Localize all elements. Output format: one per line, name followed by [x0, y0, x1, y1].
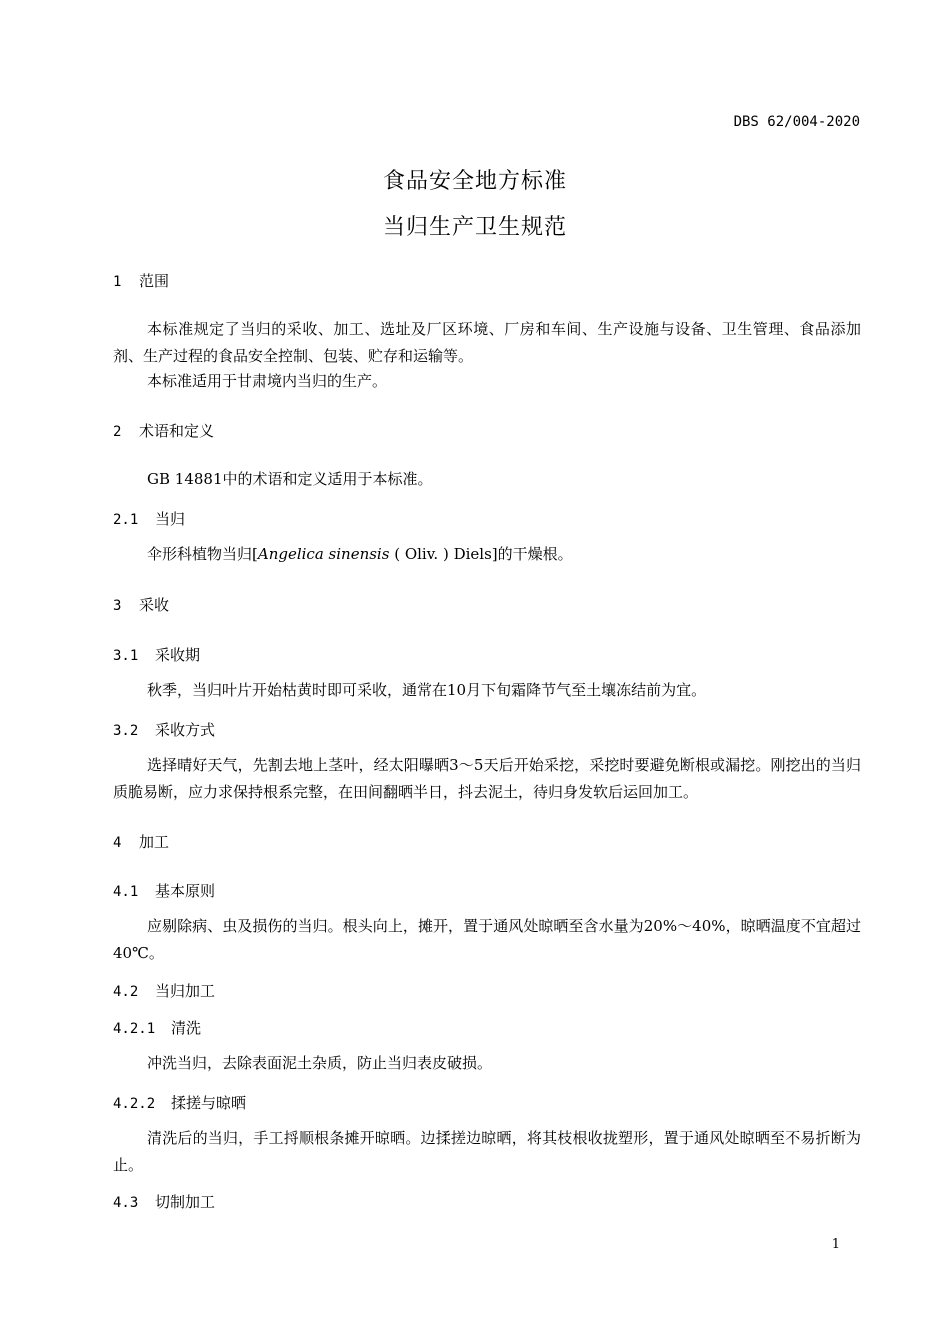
page-number: 1	[831, 1237, 840, 1252]
section-1-paragraph-1: 本标准规定了当归的采收、加工、选址及厂区环境、厂房和车间、生产设施与设备、卫生管理、食品添加剂、生产过程的食品安全控制、包装、贮存和运输等。	[113, 320, 861, 365]
section-number: 4.1	[113, 884, 139, 900]
section-title: 基本原则	[155, 882, 216, 900]
section-number: 4	[113, 835, 122, 851]
section-title: 术语和定义	[139, 422, 215, 440]
section-4-1-paragraph: 应剔除病、虫及损伤的当归。根头向上，摊开，置于通风处晾晒至含水量为20%～40%，晾晒温度不宜超过40℃。	[113, 917, 861, 962]
document-title: 食品安全地方标准	[382, 169, 567, 194]
section-4-2-heading	[113, 980, 215, 1001]
section-title: 当归	[155, 510, 186, 528]
section-number: 3.1	[113, 648, 139, 664]
section-number: 4.2	[113, 984, 139, 1000]
section-title: 采收期	[155, 646, 201, 664]
section-3-heading	[113, 594, 169, 615]
definition-text-start: 伞形科植物当归[	[147, 545, 258, 563]
section-number: 3	[113, 598, 122, 614]
section-title: 采收	[139, 596, 170, 614]
section-3-1-paragraph: 秋季，当归叶片开始枯黄时即可采收，通常在10月下旬霜降节气至土壤冻结前为宜。	[147, 681, 707, 699]
section-title: 采收方式	[155, 721, 216, 739]
section-4-3-heading	[113, 1191, 215, 1212]
section-number: 2.1	[113, 512, 139, 528]
section-number: 1	[113, 274, 122, 290]
section-4-heading	[113, 831, 169, 852]
section-title: 清洗	[171, 1019, 202, 1037]
document-subtitle: 当归生产卫生规范	[382, 215, 567, 240]
section-3-2-heading	[113, 719, 215, 740]
section-title: 揉搓与晾晒	[171, 1094, 247, 1112]
section-number: 4.3	[113, 1195, 139, 1211]
section-number: 2	[113, 424, 122, 440]
section-title: 范围	[139, 272, 170, 290]
section-1-heading	[113, 270, 169, 291]
section-2-1-heading	[113, 508, 185, 529]
section-number: 4.2.1	[113, 1021, 156, 1037]
definition-text-end: ( Oliv. ) Diels]的干燥根。	[389, 545, 573, 563]
section-3-1-heading	[113, 644, 200, 665]
section-4-2-1-heading	[113, 1017, 201, 1038]
section-2-1-paragraph	[113, 541, 861, 568]
latin-name: Angelica sinensis	[257, 545, 390, 563]
section-1-paragraph-2: 本标准适用于甘肃境内当归的生产。	[147, 372, 388, 390]
section-4-1-heading	[113, 880, 215, 901]
section-3-2-paragraph: 选择晴好天气，先割去地上茎叶，经太阳曝晒3～5天后开始采挖，采挖时要避免断根或漏挖。刚挖出的当归质脆易断，应力求保持根系完整，在田间翻晒半日，抖去泥土，待归身发软后运回加工。	[113, 756, 861, 801]
section-4-2-2-paragraph: 清洗后的当归，手工捋顺根条摊开晾晒。边揉搓边晾晒，将其枝根收拢塑形，置于通风处晾晒至不易折断为止。	[113, 1129, 861, 1174]
section-number: 4.2.2	[113, 1096, 156, 1112]
document-number: DBS 62/004-2020	[733, 114, 860, 130]
section-2-heading	[113, 420, 214, 441]
section-4-2-2-heading	[113, 1092, 246, 1113]
section-4-2-1-paragraph: 冲洗当归，去除表面泥土杂质，防止当归表皮破损。	[147, 1054, 493, 1072]
section-title: 当归加工	[155, 982, 216, 1000]
section-title: 切制加工	[155, 1193, 216, 1211]
section-number: 3.2	[113, 723, 139, 739]
section-title: 加工	[139, 833, 170, 851]
section-2-paragraph: GB 14881中的术语和定义适用于本标准。	[147, 470, 433, 488]
